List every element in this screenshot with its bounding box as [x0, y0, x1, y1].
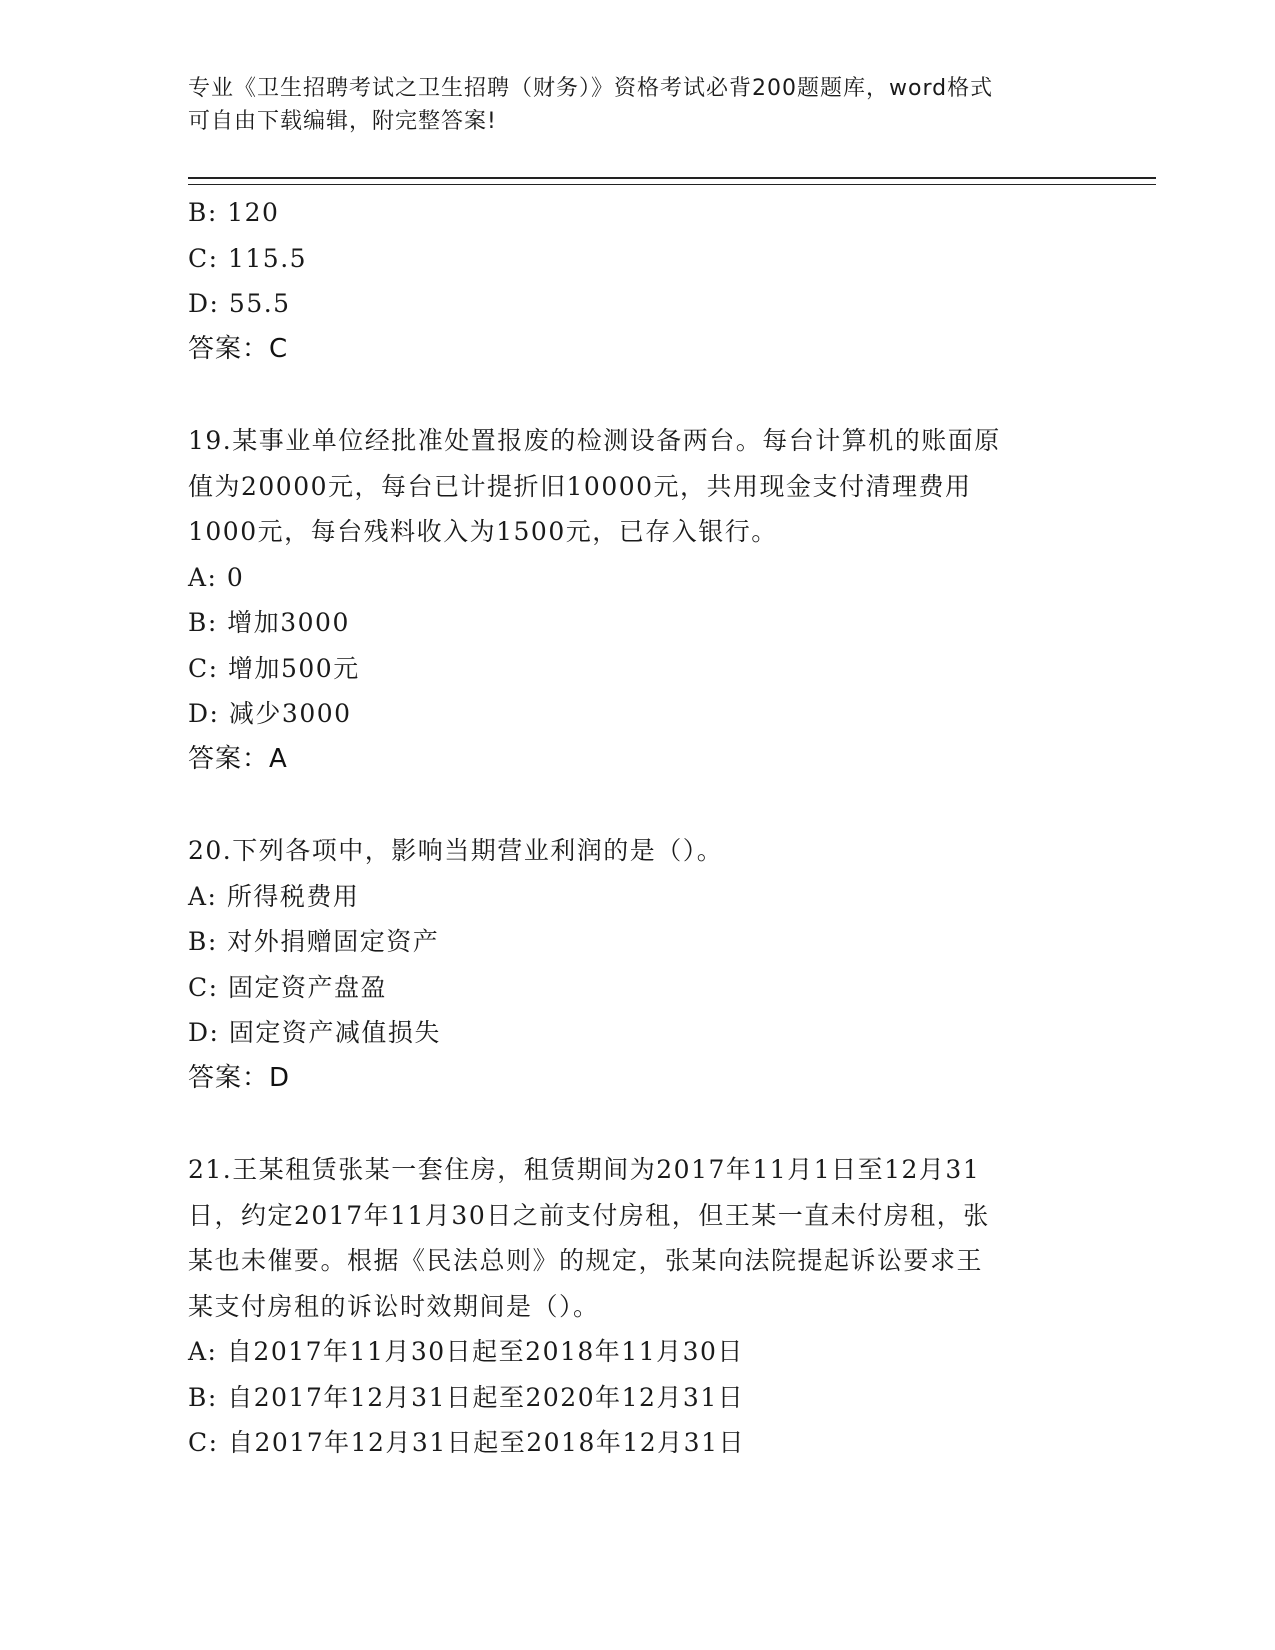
option-d: D: 55.5: [188, 289, 291, 318]
answer: 答案：C: [188, 333, 289, 364]
option-b: B: 增加3000: [188, 608, 350, 637]
question-19: [188, 418, 1088, 782]
header-line-1: 专业《卫生招聘考试之卫生招聘（财务）》资格考试必背200题题库，word格式: [188, 76, 994, 101]
question-stem-line: 20.下列各项中，影响当期营业利润的是（）。: [188, 836, 724, 865]
option-d: D: 固定资产减值损失: [188, 1018, 441, 1047]
option-d: D: 减少3000: [188, 699, 352, 728]
header-divider: [188, 177, 1156, 185]
question-stem-line: 日，约定2017年11月30日之前支付房租，但王某一直未付房租，张: [188, 1200, 990, 1230]
question-stem-line: 某支付房租的诉讼时效期间是（）。: [188, 1291, 600, 1321]
option-c: C: 固定资产盘盈: [188, 972, 387, 1002]
question-20: [188, 828, 1088, 1101]
option-a: A: 0: [188, 562, 245, 592]
question-stem-line: 1000元，每台残料收入为1500元，已存入银行。: [188, 517, 778, 546]
option-c: C: 115.5: [188, 243, 308, 273]
question-stem-line: 21.王某租赁张某一套住房，租赁期间为2017年11月1日至12月31: [188, 1155, 981, 1184]
header-line-2: 可自由下载编辑，附完整答案!: [188, 109, 497, 134]
option-a: A: 自2017年11月30日起至2018年11月30日: [188, 1337, 744, 1366]
question-stem-line: 某也未催要。根据《民法总则》的规定，张某向法院提起诉讼要求王: [188, 1246, 984, 1275]
option-b: B: 自2017年12月31日起至2020年12月31日: [188, 1382, 745, 1412]
question-18-tail: [188, 190, 1088, 372]
option-b: B: 120: [188, 198, 280, 227]
option-b: B: 对外捐赠固定资产: [188, 927, 440, 956]
question-stem-line: 值为20000元，每台已计提折旧10000元，共用现金支付清理费用: [188, 471, 972, 501]
question-21: [188, 1147, 1088, 1466]
option-c: C: 自2017年12月31日起至2018年12月31日: [188, 1428, 745, 1457]
question-stem-line: 19.某事业单位经批准处置报废的检测设备两台。每台计算机的账面原: [188, 426, 1001, 455]
answer: 答案：A: [188, 743, 288, 774]
page-header: [188, 72, 1088, 138]
answer: 答案：D: [188, 1062, 291, 1093]
option-c: C: 增加500元: [188, 653, 360, 683]
option-a: A: 所得税费用: [188, 881, 360, 911]
document-body: [188, 190, 1088, 1466]
